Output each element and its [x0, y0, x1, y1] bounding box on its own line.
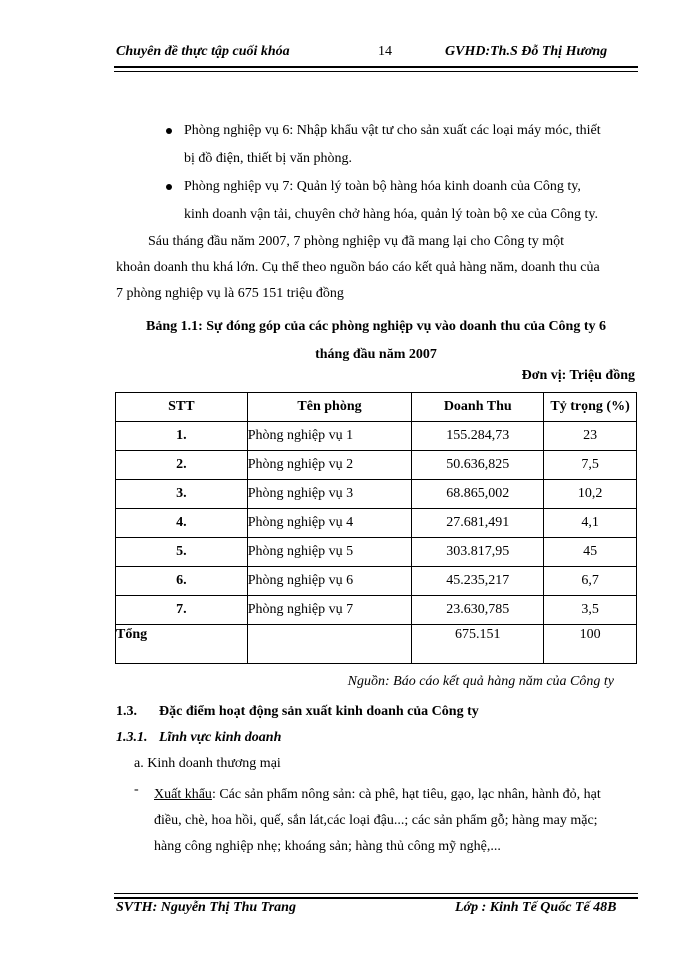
col-header-stt: STT: [116, 393, 248, 422]
intro-paragraph: [116, 229, 636, 307]
cell-share: 7,5: [544, 451, 637, 480]
col-header-share: Tỷ trọng (%): [544, 393, 637, 422]
cell-stt: 2.: [116, 451, 248, 480]
cell-share: 6,7: [544, 567, 637, 596]
bullet-2-line-2: kinh doanh vận tải, chuyên chở hàng hóa, quản lý toàn bộ xe của Công ty.: [184, 207, 598, 222]
cell-stt: 3.: [116, 480, 248, 509]
cell-revenue: 50.636,825: [412, 451, 544, 480]
export-line-1: [154, 782, 636, 808]
cell-stt: 4.: [116, 509, 248, 538]
cell-name: Phòng nghiệp vụ 7: [247, 596, 412, 625]
export-dash: -: [134, 782, 139, 797]
table-row: [116, 538, 637, 567]
cell-total-share: 100: [544, 625, 637, 664]
cell-stt: 5.: [116, 538, 248, 567]
cell-total-name: [247, 625, 412, 664]
cell-share: 10,2: [544, 480, 637, 509]
header-left: Chuyên đề thực tập cuối khóa: [116, 44, 290, 59]
section-1-3-title: Đặc điểm hoạt động sản xuất kinh doanh của Công ty: [159, 704, 479, 719]
export-line-2: điều, chè, hoa hồi, quế, sắn lát,các loại đậu...; các sản phẩm gỗ; hàng may mặc;: [154, 813, 598, 828]
cell-total-label: Tổng: [116, 625, 248, 664]
export-line-1-rest: : Các sản phẩm nông sản: cà phê, hạt tiêu, gạo, lạc nhân, hành đỏ, hạt: [211, 787, 601, 802]
footer-left: SVTH: Nguyễn Thị Thu Trang: [116, 900, 296, 915]
bullet-item-1: [184, 117, 636, 173]
bullet-1-line-2: bị đồ điện, thiết bị văn phòng.: [184, 151, 352, 166]
cell-total-revenue: 675.151: [412, 625, 544, 664]
section-1-3-1-title: Lĩnh vực kinh doanh: [159, 730, 282, 745]
cell-share: 4,1: [544, 509, 637, 538]
table-row: [116, 509, 637, 538]
export-line-3: hàng công nghiệp nhẹ; khoáng sản; hàng thủ công mỹ nghệ,...: [154, 839, 501, 854]
cell-stt: 6.: [116, 567, 248, 596]
page-number: 14: [378, 44, 392, 59]
cell-stt: 1.: [116, 422, 248, 451]
cell-name: Phòng nghiệp vụ 5: [247, 538, 412, 567]
cell-revenue: 155.284,73: [412, 422, 544, 451]
unit-label: Đơn vị: Triệu đồng: [521, 368, 635, 383]
table-header-row: [116, 393, 637, 422]
section-1-3-1-number: 1.3.1.: [116, 730, 148, 745]
table-row: [116, 567, 637, 596]
bullet-1-line-1: Phòng nghiệp vụ 6: Nhập khẩu vật tư cho sản xuất các loại máy móc, thiết: [184, 123, 601, 138]
footer-right: Lớp : Kinh Tế Quốc Tế 48B: [455, 900, 617, 915]
caption-line-1: Bảng 1.1: Sự đóng góp của các phòng nghiệp vụ vào doanh thu của Công ty 6: [145, 319, 607, 334]
bullet-item-2: [184, 173, 636, 229]
header-right: GVHD:Th.S Đỗ Thị Hương: [445, 44, 608, 59]
cell-share: 23: [544, 422, 637, 451]
col-header-revenue: Doanh Thu: [412, 393, 544, 422]
table-caption: [116, 313, 636, 369]
bullet-2-line-1: Phòng nghiệp vụ 7: Quản lý toàn bộ hàng hóa kinh doanh của Công ty,: [184, 179, 581, 194]
cell-revenue: 303.817,95: [412, 538, 544, 567]
intro-line-2: khoản doanh thu khá lớn. Cụ thể theo nguồn báo cáo kết quả hàng năm, doanh thu của: [116, 260, 600, 275]
intro-line-3: 7 phòng nghiệp vụ là 675 151 triệu đồng: [116, 286, 344, 301]
cell-share: 45: [544, 538, 637, 567]
caption-line-2: tháng đầu năm 2007: [315, 347, 437, 362]
section-1-3-number: 1.3.: [116, 704, 137, 719]
cell-name: Phòng nghiệp vụ 3: [247, 480, 412, 509]
cell-revenue: 27.681,491: [412, 509, 544, 538]
cell-name: Phòng nghiệp vụ 4: [247, 509, 412, 538]
bullet-icon: [166, 128, 172, 134]
item-a: a. Kinh doanh thương mại: [134, 756, 281, 771]
header-rule: [114, 66, 638, 72]
cell-name: Phòng nghiệp vụ 1: [247, 422, 412, 451]
table-row: [116, 422, 637, 451]
cell-share: 3,5: [544, 596, 637, 625]
export-paragraph: [154, 782, 636, 860]
cell-revenue: 68.865,002: [412, 480, 544, 509]
table-row: [116, 451, 637, 480]
table-row: [116, 480, 637, 509]
table-total-row: [116, 625, 637, 664]
cell-revenue: 23.630,785: [412, 596, 544, 625]
bullet-icon: [166, 184, 172, 190]
intro-line-1: Sáu tháng đầu năm 2007, 7 phòng nghiệp vụ đã mang lại cho Công ty một: [148, 234, 565, 249]
revenue-table: [115, 392, 637, 664]
cell-revenue: 45.235,217: [412, 567, 544, 596]
table-row: [116, 596, 637, 625]
cell-stt: 7.: [116, 596, 248, 625]
cell-name: Phòng nghiệp vụ 6: [247, 567, 412, 596]
export-label: Xuất khẩu: [154, 787, 212, 802]
col-header-name: Tên phòng: [247, 393, 412, 422]
footer-rule: [114, 893, 638, 899]
cell-name: Phòng nghiệp vụ 2: [247, 451, 412, 480]
source-note: Nguồn: Báo cáo kết quả hàng năm của Công ty: [347, 674, 614, 689]
